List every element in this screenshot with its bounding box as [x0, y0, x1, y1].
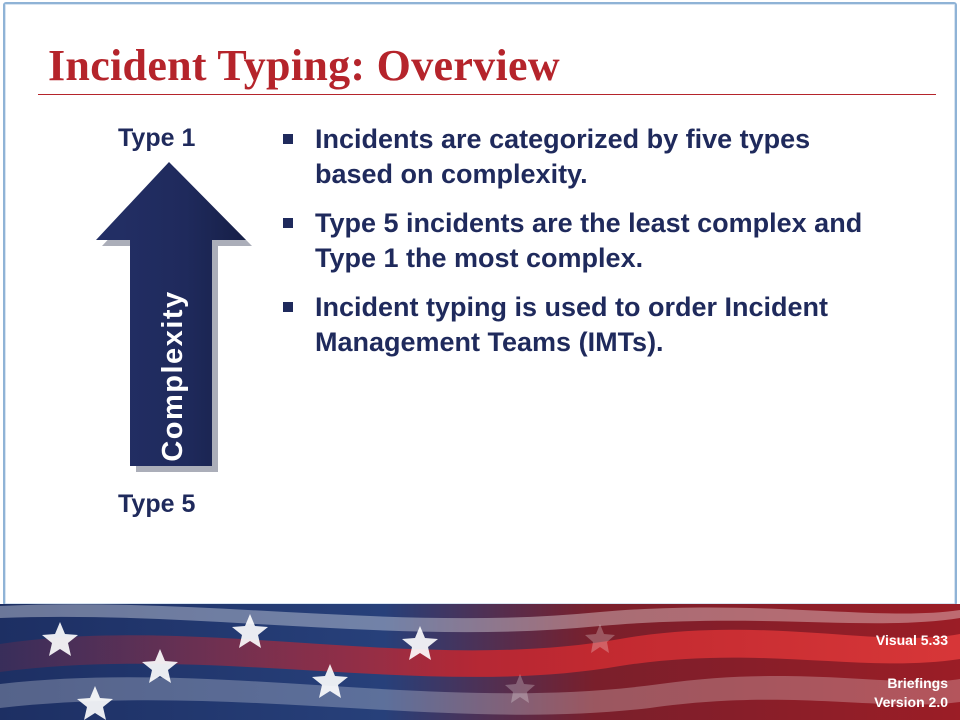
square-bullet-icon	[283, 218, 293, 228]
section-name: Briefings	[887, 675, 948, 691]
bullet-text: Type 5 incidents are the least complex and Type 1 the most complex.	[315, 208, 863, 273]
bullet-item	[283, 206, 873, 276]
bullet-item	[283, 122, 873, 192]
bullet-text: Incident typing is used to order Incident Management Teams (IMTs).	[315, 292, 829, 357]
title-underline	[38, 94, 936, 95]
version-label: Version 2.0	[874, 694, 948, 710]
square-bullet-icon	[283, 134, 293, 144]
visual-number: Visual 5.33	[875, 632, 948, 648]
type-1-label: Type 1	[118, 124, 196, 152]
complexity-arrow	[94, 160, 254, 472]
arrow-label: Complexity	[157, 290, 189, 462]
type-5-label: Type 5	[118, 490, 196, 518]
bullet-list	[283, 122, 873, 374]
slide-title: Incident Typing: Overview	[48, 41, 560, 90]
flag-banner	[0, 604, 960, 720]
bullet-item	[283, 290, 873, 360]
square-bullet-icon	[283, 302, 293, 312]
bullet-text: Incidents are categorized by five types based on complexity.	[315, 124, 811, 189]
